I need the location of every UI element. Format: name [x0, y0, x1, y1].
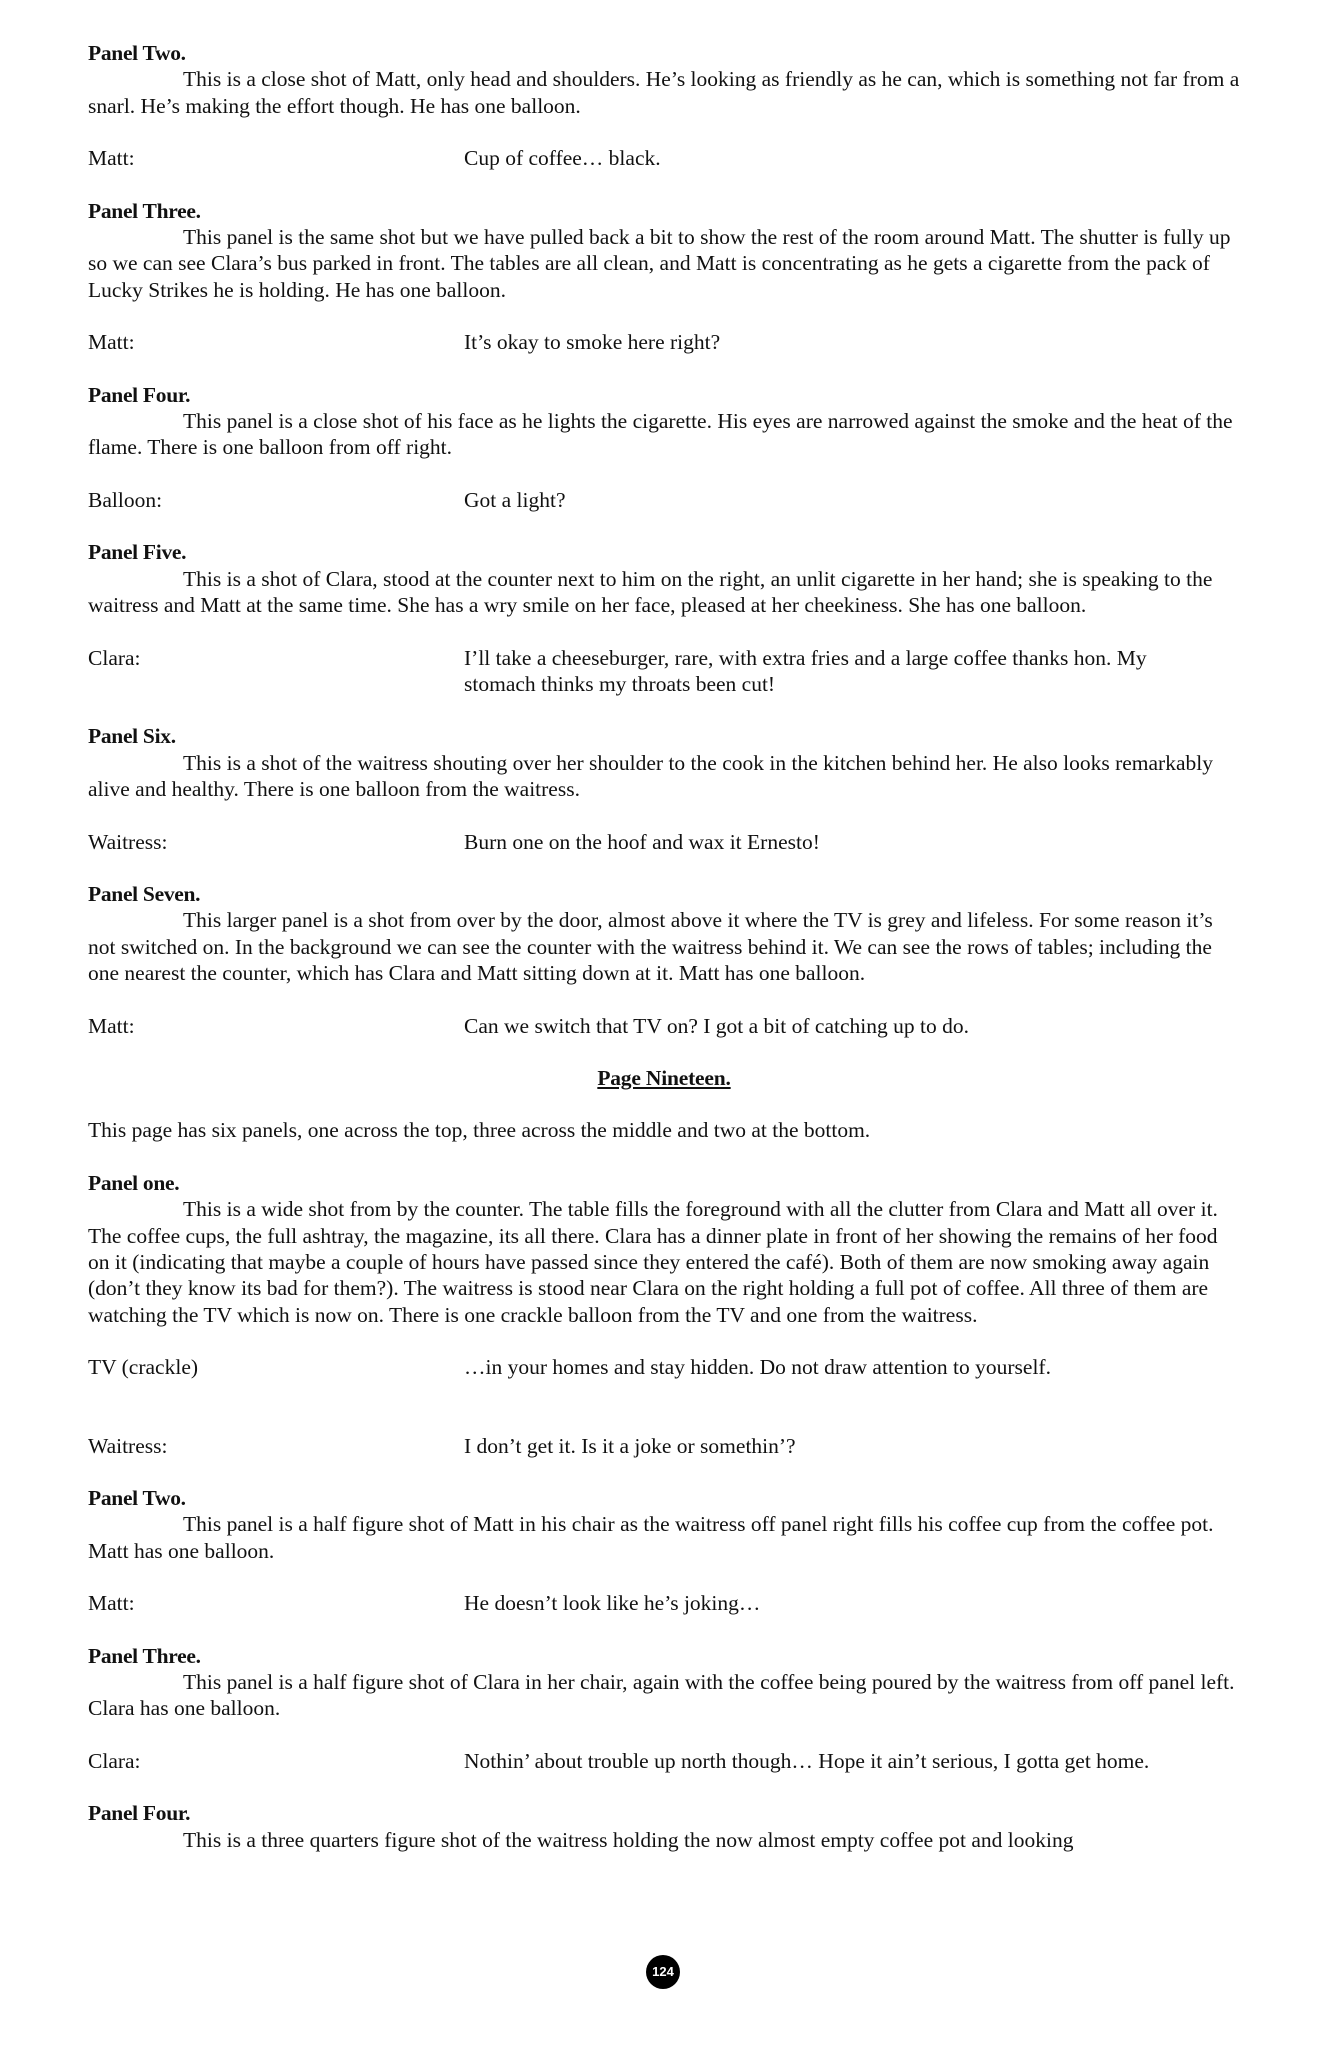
dialogue-row	[88, 145, 1240, 171]
panel-description: This panel is a close shot of his face as he lights the cigarette. His eyes are narrowed against the smoke and the heat of the flame. There is one balloon from off right.	[88, 409, 1233, 460]
dialogue-row	[88, 829, 1240, 855]
panel-heading: Panel Two.	[88, 41, 186, 65]
script-page	[88, 40, 1240, 1879]
dialogue-speaker: TV (crackle)	[88, 1355, 199, 1380]
dialogue-row	[88, 645, 1240, 698]
page-intro: This page has six panels, one across the top, three across the middle and two at the bottom.	[88, 1118, 871, 1143]
page-title: Page Nineteen.	[597, 1065, 731, 1090]
dialogue-line: Nothin’ about trouble up north though… Hope it ain’t serious, I gotta get home.	[464, 1748, 1150, 1773]
panel-block	[88, 198, 1240, 304]
panel-description: This is a wide shot from by the counter. The table fills the foreground with all the clutter from Clara and Matt all over it. The coffee cups, the full ashtray, the magazine, its all there. Clara has a dinner plate in front of her showing the remains of her food on it (indicating that maybe a couple of hours have passed since they entered the café). Both of them are now smoking away again (don’t they know its bad for them?). The waitress is stood near Clara on the right holding a full pot of coffee. All three of them are watching the TV which is now on. There is one crackle balloon from the TV and one from the waitress.	[88, 1197, 1218, 1327]
panel-heading: Panel Three.	[88, 198, 201, 223]
panel-description: This is a close shot of Matt, only head and shoulders. He’s looking as friendly as he can, which is something not far from a snarl. He’s making the effort though. He has one balloon.	[88, 67, 1240, 118]
dialogue-line: Can we switch that TV on? I got a bit of catching up to do.	[464, 1013, 969, 1038]
panel-block	[88, 881, 1240, 987]
dialogue-speaker: Matt:	[88, 1013, 135, 1038]
dialogue-row	[88, 1013, 1240, 1039]
dialogue-line: …in your homes and stay hidden. Do not draw attention to yourself.	[464, 1355, 1051, 1380]
dialogue-line: I don’t get it. Is it a joke or somethin’?	[464, 1433, 796, 1458]
page-number-badge: 124	[646, 1955, 680, 1989]
dialogue-speaker: Balloon:	[88, 487, 163, 512]
panel-block	[88, 1800, 1240, 1853]
dialogue-speaker: Matt:	[88, 1591, 135, 1616]
dialogue-speaker: Clara:	[88, 645, 141, 670]
panel-heading: Panel Six.	[88, 724, 176, 749]
dialogue-row	[88, 329, 1240, 355]
panel-description: This panel is a half figure shot of Clara in her chair, again with the coffee being poured by the waitress from off panel left. Clara has one balloon.	[88, 1670, 1235, 1721]
panel-block	[88, 723, 1240, 802]
panel-description: This larger panel is a shot from over by the door, almost above it where the TV is grey and lifeless. For some reason it’s not switched on. In the background we can see the counter with the waitress behind it. We can see the rows of tables; including the one nearest the counter, which has Clara and Matt sitting down at it. Matt has one balloon.	[88, 908, 1213, 986]
dialogue-line: Cup of coffee… black.	[464, 146, 661, 171]
dialogue-line: I’ll take a cheeseburger, rare, with extra fries and a large coffee thanks hon. My stomach thinks my throats been cut!	[464, 645, 1147, 696]
panel-block	[88, 1170, 1240, 1328]
dialogue-line: Got a light?	[464, 487, 566, 512]
panel-block	[88, 382, 1240, 461]
dialogue-line: Burn one on the hoof and wax it Ernesto!	[464, 829, 820, 854]
dialogue-row	[88, 1590, 1240, 1616]
panel-heading: Panel one.	[88, 1170, 180, 1195]
panel-description: This is a shot of the waitress shouting over her shoulder to the cook in the kitchen behind her. He also looks remarkably alive and healthy. There is one balloon from the waitress.	[88, 750, 1213, 802]
dialogue-speaker: Matt:	[88, 146, 135, 171]
panel-block	[88, 1485, 1240, 1564]
panel-heading: Panel Four.	[88, 1801, 191, 1826]
dialogue-speaker: Waitress:	[88, 829, 168, 854]
panel-heading: Panel Five.	[88, 540, 187, 565]
panel-heading: Panel Three.	[88, 1643, 201, 1668]
panel-description: This panel is a half figure shot of Matt in his chair as the waitress off panel right fills his coffee cup from the coffee pot. Matt has one balloon.	[88, 1512, 1214, 1563]
panel-heading: Panel Four.	[88, 382, 191, 407]
panel-heading: Panel Seven.	[88, 881, 201, 906]
panel-description: This is a shot of Clara, stood at the counter next to him on the right, an unlit cigarette in her hand; she is speaking to the waitress and Matt at the same time. She has a wry smile on her face, pleased at her cheekiness. She has one balloon.	[88, 566, 1213, 618]
dialogue-row	[88, 1433, 1240, 1459]
dialogue-row	[88, 1354, 1240, 1380]
dialogue-row	[88, 1748, 1240, 1774]
panel-heading: Panel Two.	[88, 1486, 186, 1511]
panel-block	[88, 539, 1240, 618]
dialogue-speaker: Matt:	[88, 330, 135, 355]
dialogue-speaker: Waitress:	[88, 1433, 168, 1458]
panel-description: This is a three quarters figure shot of the waitress holding the now almost empty coffee pot and looking	[183, 1827, 1074, 1852]
dialogue-row	[88, 487, 1240, 513]
panel-block	[88, 40, 1240, 119]
dialogue-line: It’s okay to smoke here right?	[464, 330, 721, 355]
panel-block	[88, 1643, 1240, 1722]
panel-description: This panel is the same shot but we have pulled back a bit to show the rest of the room around Matt. The shutter is fully up so we can see Clara’s bus parked in front. The tables are all clean, and Matt is concentrating as he gets a cigarette from the pack of Lucky Strikes he is holding. He has one balloon.	[88, 225, 1231, 302]
dialogue-speaker: Clara:	[88, 1748, 141, 1773]
dialogue-line: He doesn’t look like he’s joking…	[464, 1591, 761, 1616]
